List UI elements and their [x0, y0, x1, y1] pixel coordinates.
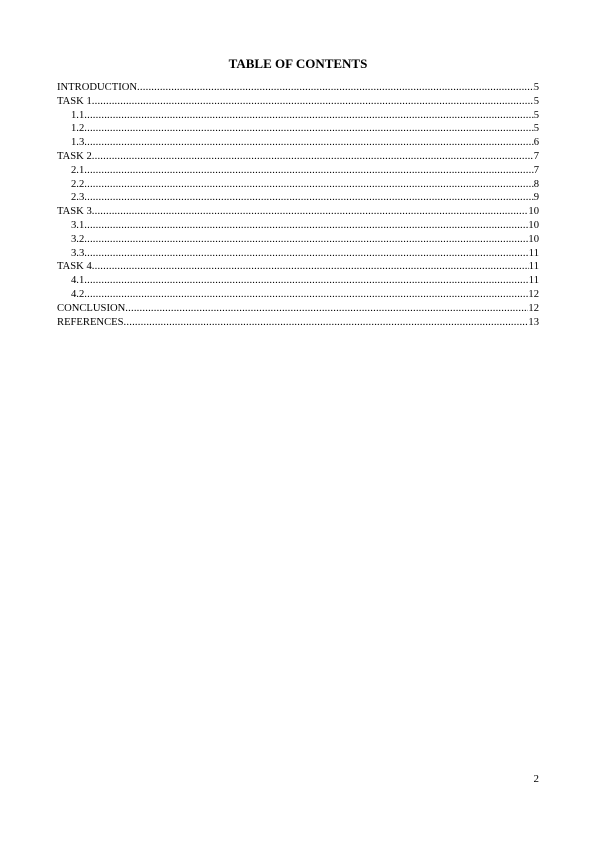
toc-entry-page: 13: [528, 316, 539, 328]
toc-entry-label: CONCLUSION: [57, 302, 126, 314]
toc-entry-1-2[interactable]: [57, 122, 539, 136]
toc-entry-4-2[interactable]: [57, 288, 539, 302]
toc-entry-task-2[interactable]: [57, 150, 539, 164]
toc-entry-label: 3.2: [71, 233, 85, 245]
toc-entry-conclusion[interactable]: [57, 302, 539, 316]
toc-entry-label: 1.2: [71, 123, 85, 135]
toc-entry-references[interactable]: [57, 316, 539, 330]
toc-entry-task-3[interactable]: [57, 205, 539, 219]
toc-entry-label: 2.2: [71, 178, 85, 190]
dot-leader: [124, 316, 529, 330]
toc-entry-page: 7: [533, 150, 539, 162]
toc-entry-page: 11: [528, 275, 539, 287]
dot-leader: [84, 274, 529, 288]
toc-entry-page: 5: [533, 95, 539, 107]
dot-leader: [84, 164, 533, 178]
dot-leader: [92, 150, 534, 164]
toc-entry-label: 3.3: [71, 247, 85, 259]
toc-entry-3-1[interactable]: [57, 219, 539, 233]
dot-leader: [84, 109, 533, 123]
toc-entry-label: REFERENCES: [57, 316, 124, 328]
toc-entry-page: 11: [528, 261, 539, 273]
toc-entry-label: 2.1: [71, 164, 85, 176]
page-title: TABLE OF CONTENTS: [228, 56, 368, 71]
toc-entry-2-1[interactable]: [57, 164, 539, 178]
toc-entry-label: TASK 3: [57, 206, 92, 218]
dot-leader: [84, 178, 533, 192]
toc-entry-label: 3.1: [71, 219, 85, 231]
toc-entry-label: 2.3: [71, 192, 85, 204]
toc-entry-1-3[interactable]: [57, 136, 539, 150]
toc-entry-page: 7: [533, 164, 539, 176]
toc-entry-page: 6: [533, 137, 539, 149]
toc-entry-page: 9: [533, 192, 539, 204]
toc-entry-2-2[interactable]: [57, 178, 539, 192]
toc-entry-3-2[interactable]: [57, 233, 539, 247]
dot-leader: [92, 205, 529, 219]
toc-entry-page: 5: [533, 82, 539, 93]
dot-leader: [125, 302, 528, 316]
toc-entry-label: 4.2: [71, 288, 85, 300]
dot-leader: [84, 191, 533, 205]
toc-entry-4-1[interactable]: [57, 274, 539, 288]
toc-entry-label: 4.1: [71, 275, 85, 287]
dot-leader: [137, 81, 534, 95]
toc-entry-label: 1.1: [71, 109, 85, 121]
toc-entry-page: 10: [528, 233, 539, 245]
toc-entry-page: 5: [533, 123, 539, 135]
toc-entry-page: 10: [528, 206, 539, 218]
dot-leader: [84, 247, 529, 261]
toc-entry-label: 1.3: [71, 137, 85, 149]
toc-entry-task-4[interactable]: [57, 260, 539, 274]
dot-leader: [84, 233, 528, 247]
toc-entry-1-1[interactable]: [57, 109, 539, 123]
toc-entry-page: 5: [533, 109, 539, 121]
toc-entry-label: TASK 2: [57, 150, 92, 162]
toc-entry-task-1[interactable]: [57, 95, 539, 109]
dot-leader: [84, 136, 533, 150]
dot-leader: [84, 122, 533, 136]
dot-leader: [92, 95, 534, 109]
dot-leader: [84, 288, 528, 302]
toc-entry-introduction[interactable]: [57, 81, 539, 95]
toc-entry-page: 12: [528, 288, 539, 300]
dot-leader: [84, 219, 528, 233]
toc-entry-page: 8: [533, 178, 539, 190]
toc-entry-page: 11: [528, 247, 539, 259]
toc-entry-2-3[interactable]: [57, 191, 539, 205]
page-number: 2: [533, 773, 539, 785]
toc-entry-label: TASK 4: [57, 261, 92, 273]
toc-entry-label: INTRODUCTION: [57, 82, 138, 93]
toc-entry-label: TASK 1: [57, 95, 92, 107]
table-of-contents: [57, 81, 539, 329]
dot-leader: [92, 260, 529, 274]
toc-entry-3-3[interactable]: [57, 247, 539, 261]
toc-entry-page: 10: [528, 219, 539, 231]
toc-entry-page: 12: [528, 302, 539, 314]
